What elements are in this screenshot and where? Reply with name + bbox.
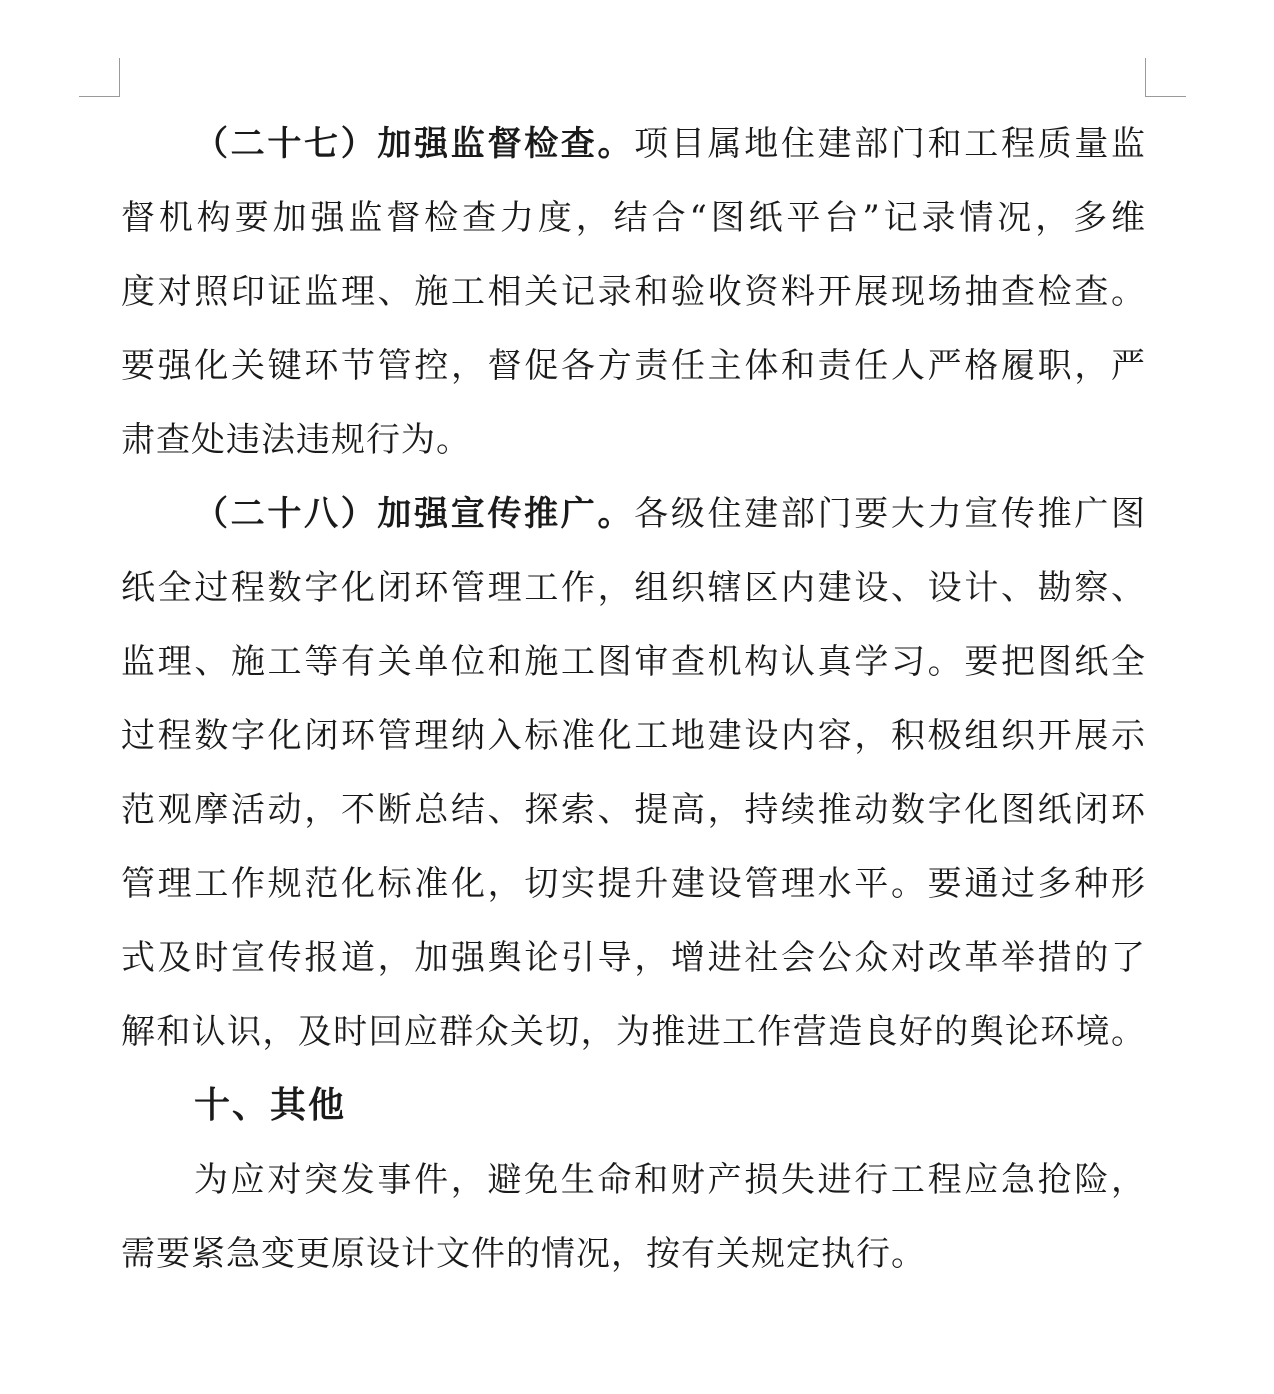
paragraph-28-line-5: 范观摩活动，不断总结、探索、提高，持续推动数字化图纸闭环 [121,790,1146,830]
paragraph-27-text: 项目属地住建部门和工程质量监 [634,124,1147,164]
paragraph-other-line-1: 为应对突发事件，避免生命和财产损失进行工程应急抢险， [194,1160,1146,1200]
paragraph-27-line-2: 督机构要加强监督检查力度，结合“图纸平台”记录情况，多维 [121,198,1146,238]
paragraph-28-heading: （二十八）加强宣传推广。 [194,494,635,534]
paragraph-27-heading: （二十七）加强监督检查。 [194,124,635,164]
paragraph-27-line-1 [194,107,1146,181]
paragraph-other-line-2: 需要紧急变更原设计文件的情况，按有关规定执行。 [121,1234,926,1274]
paragraph-28-line-8: 解和认识，及时回应群众关切，为推进工作营造良好的舆论环境。 [121,1012,1146,1052]
page-corner-mark-right [1145,58,1186,97]
paragraph-27-line-4: 要强化关键环节管控，督促各方责任主体和责任人严格履职，严 [121,346,1146,386]
paragraph-27-line-3: 度对照印证监理、施工相关记录和验收资料开展现场抽查检查。 [121,272,1146,312]
paragraph-28-line-1 [194,477,1146,551]
paragraph-28-line-4: 过程数字化闭环管理纳入标准化工地建设内容，积极组织开展示 [121,716,1146,756]
page-corner-mark-left [79,58,120,97]
paragraph-28-text: 各级住建部门要大力宣传推广图 [634,494,1147,534]
paragraph-27-line-5: 肃查处违法违规行为。 [121,420,471,460]
paragraph-28-line-2: 纸全过程数字化闭环管理工作，组织辖区内建设、设计、勘察、 [121,568,1146,608]
paragraph-28-line-3: 监理、施工等有关单位和施工图审查机构认真学习。要把图纸全 [121,642,1146,682]
paragraph-28-line-7: 式及时宣传报道，加强舆论引导，增进社会公众对改革举措的了 [121,938,1146,978]
section-10-heading: 十、其他 [194,1085,347,1126]
paragraph-28-line-6: 管理工作规范化标准化，切实提升建设管理水平。要通过多种形 [121,864,1146,904]
